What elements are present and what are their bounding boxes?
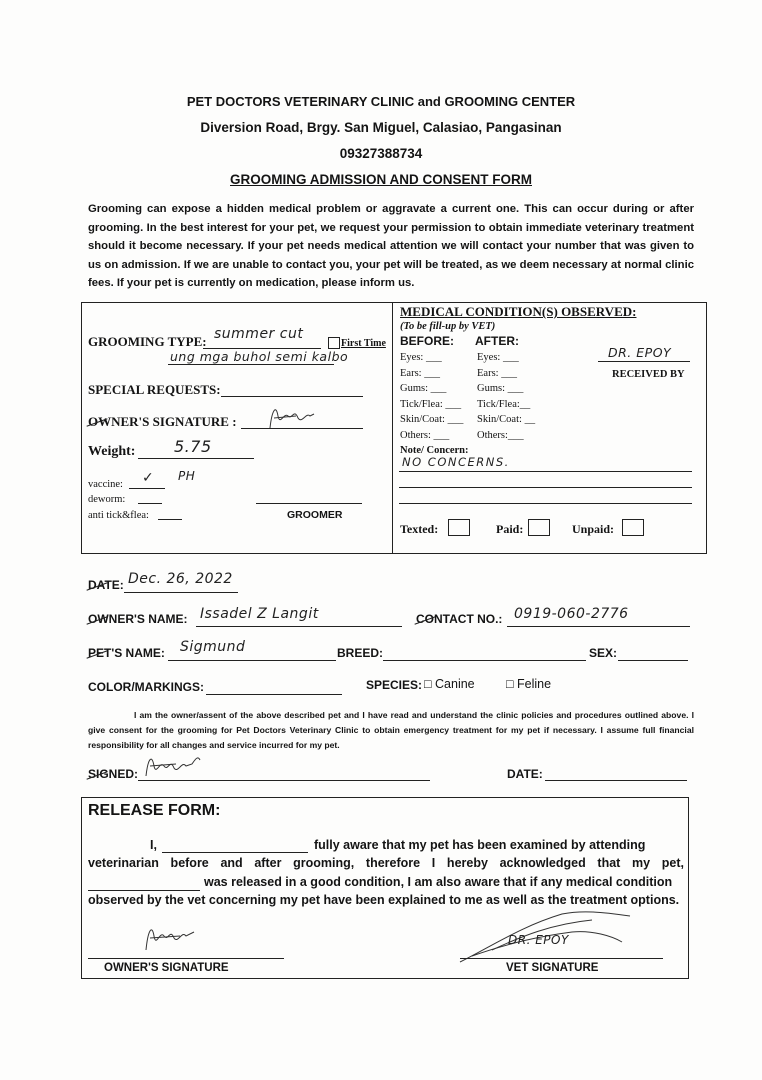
owner-signature-scribble xyxy=(262,402,322,432)
grooming-type-line-2 xyxy=(168,364,334,365)
sex-line[interactable] xyxy=(618,660,688,661)
special-requests-line[interactable] xyxy=(221,396,363,397)
deworm-label: deworm: xyxy=(88,494,126,505)
check-item: Gums: ___ xyxy=(400,383,447,394)
vet-signature-value: DR. EPOY xyxy=(508,933,569,947)
feline-option[interactable]: □ Feline xyxy=(506,677,552,691)
antitick-line[interactable] xyxy=(158,519,182,520)
received-by-value: DR. EPOY xyxy=(608,345,672,360)
grooming-type-value[interactable]: summer cut xyxy=(214,326,304,342)
weight-value[interactable]: 5.75 xyxy=(174,437,212,456)
date-value[interactable]: Dec. 26, 2022 xyxy=(128,571,233,587)
before-checklist xyxy=(400,352,463,445)
intro-paragraph: Grooming can expose a hidden medical problem or aggravate a current one. This can occur during or after grooming. In the best interest for your pet, we request your permission to obtain immediate veterinary treatment should it become necessary. If your pet needs medical attention we will contact your number that was given to us on admission. If we are unable to contact you, your pet will be treated, as we deem necessary at normal clinic fees. If your pet is currently on medication, please inform us. xyxy=(88,203,694,289)
note-line-3[interactable] xyxy=(399,503,692,504)
first-time-label: First Time xyxy=(341,338,386,349)
check-item: Tick/Flea:__ xyxy=(477,398,531,410)
owner-release-signature-label: OWNER'S SIGNATURE xyxy=(104,962,229,974)
check-item: Ears: ___ xyxy=(400,367,440,379)
check-item: Ears: ___ xyxy=(477,367,517,379)
check-item: Eyes: ___ xyxy=(400,352,442,363)
vaccine-check[interactable]: ✓ xyxy=(142,470,155,486)
signed-signature-scribble xyxy=(140,752,206,782)
after-label: AFTER: xyxy=(475,334,519,348)
vaccine-line xyxy=(129,488,165,489)
grooming-type-label: GROOMING TYPE: xyxy=(88,334,207,349)
weight-line xyxy=(138,458,254,459)
check-item: Skin/Coat: __ xyxy=(477,414,536,425)
breed-line[interactable] xyxy=(383,660,586,661)
release-title: RELEASE FORM: xyxy=(88,802,221,819)
unpaid-label: Unpaid: xyxy=(572,522,615,536)
grooming-type-value-2[interactable]: ung mga buhol semi kalbo xyxy=(170,349,349,364)
paid-checkbox[interactable] xyxy=(528,519,550,536)
canine-option[interactable]: □ Canine xyxy=(424,677,475,691)
date-label: DATE: xyxy=(88,578,124,592)
after-checklist xyxy=(477,352,535,445)
release-line1-prefix: I, xyxy=(150,838,157,852)
groomer-line[interactable] xyxy=(256,503,362,504)
release-pet-line[interactable] xyxy=(88,890,200,891)
release-line2: veterinarian before and after grooming, therefore I hereby acknowledged that my pet, xyxy=(88,856,684,870)
note-line-1[interactable] xyxy=(399,471,692,472)
release-line3: was released in a good condition, I am also aware that if any medical condition xyxy=(204,875,673,889)
vet-signature-line[interactable] xyxy=(460,958,663,959)
note-line-2[interactable] xyxy=(399,487,692,488)
owner-signature-label: OWNER'S SIGNATURE : xyxy=(88,414,237,429)
release-line4: observed by the vet concerning my pet have been explained to me as well as the treatment options. xyxy=(88,893,680,907)
breed-label: BREED: xyxy=(337,646,384,660)
owner-release-signature-scribble xyxy=(140,920,200,956)
owner-name-label: OWNER'S NAME: xyxy=(88,612,188,626)
special-requests-label: SPECIAL REQUESTS: xyxy=(88,382,221,397)
color-label: COLOR/MARKINGS: xyxy=(88,680,204,694)
check-item: Tick/Flea: ___ xyxy=(400,398,462,410)
check-item: Others: ___ xyxy=(400,429,450,441)
paid-label: Paid: xyxy=(496,522,524,536)
first-time-checkbox[interactable] xyxy=(328,337,340,349)
signed-label: SIGNED: xyxy=(88,767,139,781)
color-line[interactable] xyxy=(206,694,342,695)
note-value[interactable]: NO CONCERNS. xyxy=(402,455,510,469)
species-label: SPECIES: xyxy=(366,678,423,692)
texted-label: Texted: xyxy=(400,522,439,536)
vaccine-label: vaccine: xyxy=(88,479,123,490)
texted-checkbox[interactable] xyxy=(448,519,470,536)
check-item: Eyes: ___ xyxy=(477,352,519,363)
clinic-name: PET DOCTORS VETERINARY CLINIC and GROOMING CENTER xyxy=(186,94,576,109)
clinic-address: Diversion Road, Brgy. San Miguel, Calasiao, Pangasinan xyxy=(200,120,562,135)
signed-date-line[interactable] xyxy=(545,780,687,781)
pet-name-value[interactable]: Sigmund xyxy=(180,639,246,655)
pet-name-label: PET'S NAME: xyxy=(88,646,165,660)
note-label: Note/ Concern: xyxy=(400,445,469,456)
box-divider xyxy=(392,303,393,553)
antitick-label: anti tick&flea: xyxy=(88,510,149,521)
form-title: GROOMING ADMISSION AND CONSENT FORM xyxy=(230,172,532,187)
check-item: Gums: ___ xyxy=(477,383,524,394)
medical-title: MEDICAL CONDITION(S) OBSERVED: xyxy=(400,304,637,319)
sex-label: SEX: xyxy=(589,646,618,660)
medical-subtitle: (To be fill-up by VET) xyxy=(400,321,496,332)
before-label: BEFORE: xyxy=(400,334,454,348)
unpaid-checkbox[interactable] xyxy=(622,519,644,536)
contact-label: CONTACT NO.: xyxy=(416,612,503,626)
release-owner-name-line[interactable] xyxy=(162,852,308,853)
consent-paragraph: I am the owner/assent of the above described pet and I have read and understand the clinic policies and procedures outlined above. I give consent for the grooming for Pet Doctors Veterinary Clinic to obtain emergency treatment for my pet if necessary. I assume full financial responsibility for all changes and service incurred for my pet. xyxy=(88,710,694,750)
signed-date-label: DATE: xyxy=(507,767,543,781)
date-line xyxy=(124,592,238,593)
owner-name-value[interactable]: Issadel Z Langit xyxy=(200,606,319,622)
weight-label: Weight: xyxy=(88,444,136,459)
owner-release-signature-line[interactable] xyxy=(88,958,284,959)
received-by-line xyxy=(598,361,690,362)
pet-name-line xyxy=(168,660,336,661)
deworm-line[interactable] xyxy=(138,503,162,504)
clinic-phone: 09327388734 xyxy=(339,146,423,161)
check-item: Skin/Coat: ___ xyxy=(400,414,464,425)
received-by-label: RECEIVED BY xyxy=(612,369,685,380)
check-item: Others:___ xyxy=(477,429,524,441)
groomer-label: GROOMER xyxy=(287,509,343,521)
owner-name-line xyxy=(196,626,402,627)
contact-line xyxy=(507,626,690,627)
vet-signature-label: VET SIGNATURE xyxy=(506,962,599,974)
contact-value[interactable]: 0919-060-2776 xyxy=(514,606,629,622)
release-line1: fully aware that my pet has been examined by attending xyxy=(314,838,646,852)
vaccine-note: PH xyxy=(178,469,196,483)
